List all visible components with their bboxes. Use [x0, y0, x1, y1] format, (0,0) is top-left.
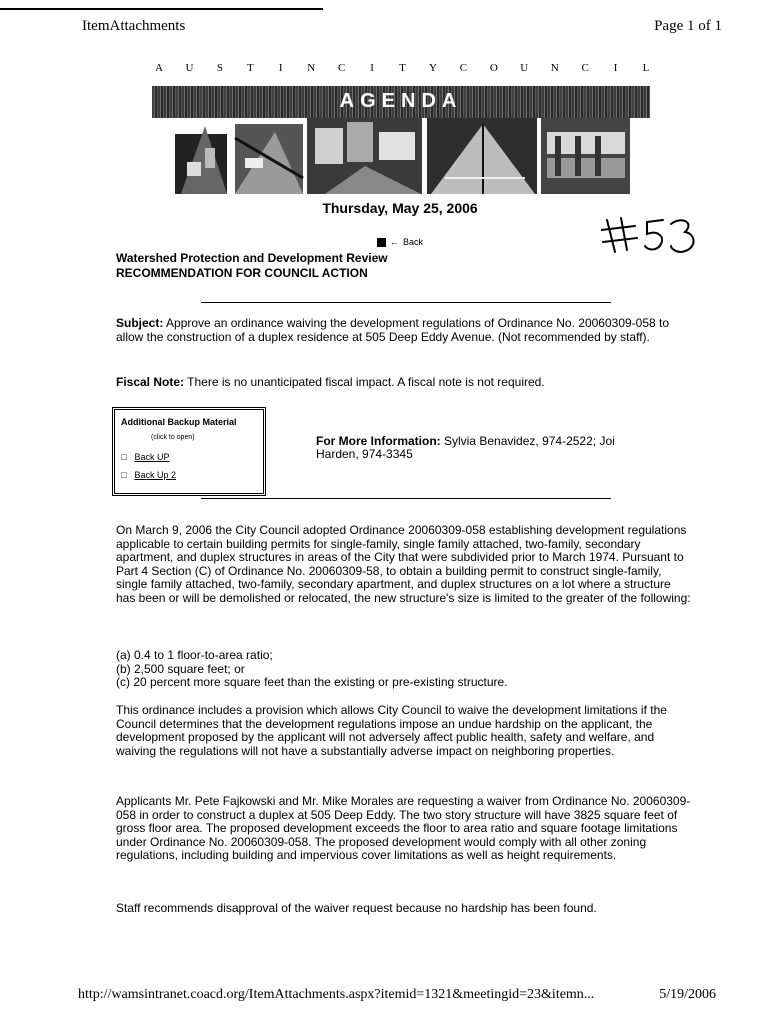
back-icon: [377, 238, 386, 247]
city-council-agenda-banner: [149, 62, 656, 194]
document-header-title: ItemAttachments: [82, 18, 186, 34]
letterhead-letter: A: [155, 62, 163, 74]
letterhead-letter: I: [370, 62, 374, 74]
subject-text: Approve an ordinance waiving the development regulations of Ordinance No. 20060309-058 to allow the construction of a duplex residence at 505 Deep Eddy Avenue. (Not recommended by staff).: [116, 316, 670, 344]
divider: [201, 498, 611, 499]
backup-link-label: Back Up 2: [134, 470, 176, 480]
backup-hint: (click to open): [151, 434, 195, 441]
top-rule: [0, 8, 323, 10]
letterhead-letter: O: [489, 62, 498, 74]
backup-link-2[interactable]: [121, 470, 176, 480]
letterhead-letter: C: [337, 62, 346, 74]
backup-link-label: Back UP: [134, 452, 170, 462]
department-name: Watershed Protection and Development Review: [116, 251, 388, 265]
page-number: Page 1 of 1: [654, 18, 722, 34]
divider: [201, 302, 611, 303]
letterhead-letter: U: [520, 62, 529, 74]
letterhead-letter: S: [216, 62, 223, 74]
photo-building-1: [175, 126, 227, 194]
back-label: Back: [403, 237, 424, 247]
letterhead-letter: I: [278, 62, 283, 74]
backup-title: Additional Backup Material: [121, 417, 237, 427]
letterhead-letter: C: [581, 62, 589, 74]
document-icon: □: [121, 470, 127, 480]
fiscal-note-paragraph: [116, 376, 691, 390]
photo-skyline: [307, 118, 422, 194]
handwritten-item-number: [601, 210, 701, 260]
letterhead-letter: N: [307, 62, 316, 74]
letterhead-letter: C: [459, 62, 468, 74]
letterhead-letter: U: [185, 62, 194, 74]
action-title: RECOMMENDATION FOR COUNCIL ACTION: [116, 266, 368, 280]
agenda-title: AGENDA: [339, 90, 463, 112]
additional-backup-box: [112, 407, 266, 496]
body-paragraph-2: This ordinance includes a provision which allows City Council to waive the development limitations if the Council determines that the development regulations impose an undue hardship on the applicant, the development proposed by the applicant will not adversely affect public health, safety and welfare, and waiving the regulations will not have a substantially adverse impact on neighboring properties.: [116, 703, 667, 758]
fiscal-note-label: Fiscal Note:: [116, 375, 185, 389]
letterhead-letter: I: [613, 62, 618, 74]
criteria-item: (a) 0.4 to 1 floor-to-area ratio;: [116, 648, 273, 662]
more-info-label: For More Information:: [316, 434, 441, 448]
criteria-item: (c) 20 percent more square feet than the existing or pre-existing structure.: [116, 675, 508, 689]
photo-city-hall: [541, 118, 630, 194]
arrow-left-icon: ←: [390, 237, 399, 247]
photo-building-2: [235, 124, 303, 194]
subject-label: Subject:: [116, 316, 164, 330]
letterhead-letter: T: [246, 62, 254, 74]
body-paragraph-4: Staff recommends disapproval of the waiver request because no hardship has been found.: [116, 901, 597, 915]
banner-photo-collage: [175, 118, 630, 194]
back-link[interactable]: [377, 237, 423, 247]
subject-paragraph: [116, 317, 691, 344]
criteria-list: [116, 649, 691, 690]
city-council-letterhead: [149, 62, 656, 86]
footer-url: http://wamsintranet.coacd.org/ItemAttachments.aspx?itemid=1321&meetingid=23&itemn...: [78, 987, 595, 1002]
letterhead-letter: T: [399, 62, 406, 74]
body-paragraph-3: Applicants Mr. Pete Fajkowski and Mr. Mike Morales are requesting a waiver from Ordinance No. 20060309-058 in order to construct a duplex at 505 Deep Eddy. The two story structure will have 3825 square feet of gross floor area. The proposed development exceeds the floor to area ratio and square footage limitations under Ordinance No. 20060309-058. The proposed development would comply with all other zoning regulations, including building and impervious cover limitations as well as height requirements.: [116, 794, 691, 862]
letterhead-letter: N: [550, 62, 559, 74]
photo-interior: [427, 118, 537, 194]
footer-date: 5/19/2006: [659, 987, 716, 1002]
backup-link-1[interactable]: [121, 452, 169, 462]
criteria-item: (b) 2,500 square feet; or: [116, 661, 245, 676]
fiscal-note-text: There is no unanticipated fiscal impact. A fiscal note is not required.: [187, 375, 545, 389]
more-info-text: Sylvia Benavidez, 974-2522; Joi Harden, 974-3345: [316, 434, 615, 461]
more-information: [316, 435, 656, 461]
document-icon: □: [121, 452, 127, 462]
letterhead-letter: L: [642, 62, 650, 74]
meeting-date: Thursday, May 25, 2006: [322, 200, 478, 216]
body-paragraph-1: On March 9, 2006 the City Council adopted Ordinance 20060309-058 establishing development regulations applicable to certain building permits for single-family, single family attached, two-family, secondary apartment, and duplex structures in areas of the City that were subdivided prior to March 1974. Pursuant to Part 4 Section (C) of Ordinance No. 20060309-58, to obtain a building permit to construct single-family, single family attached, two-family, secondary apartment, and duplex structures on a lot where a structure has been or will be demolished or relocated, the new structure's size is limited to the greater of the following:: [116, 523, 691, 605]
letterhead-letter: Y: [428, 62, 437, 74]
agenda-band: [152, 86, 650, 118]
